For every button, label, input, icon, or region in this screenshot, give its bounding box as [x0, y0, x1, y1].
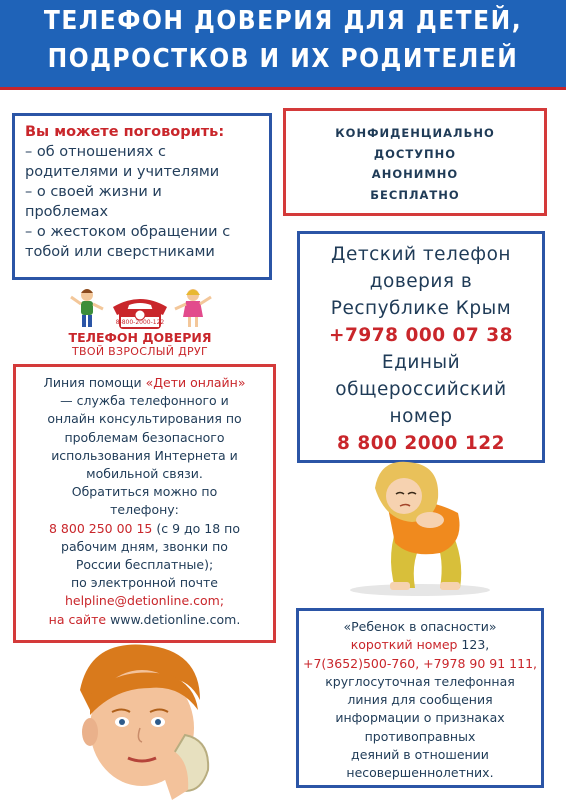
feature-free: БЕСПЛАТНО [370, 187, 460, 202]
online-line: телефону: [110, 502, 179, 518]
online-line [16, 374, 273, 392]
logo-title: ТЕЛЕФОН ДОВЕРИЯ [68, 330, 212, 345]
helpline-logo [65, 285, 215, 360]
online-line: использования Интернета и [51, 447, 238, 463]
danger-line: «Ребенок в опасности» [343, 619, 497, 634]
talk-line: – о жестоком обращении с [25, 224, 231, 240]
talk-topics-box [12, 113, 272, 280]
danger-line: линия для сообщения [347, 692, 493, 708]
online-email[interactable]: helpline@detionline.com; [64, 593, 225, 609]
header-line-1: ТЕЛЕФОН ДОВЕРИЯ ДЛЯ ДЕТЕЙ, [43, 6, 523, 36]
feature-accessible: ДОСТУПНО [373, 146, 457, 161]
feature-confidential: КОНФИДЕНЦИАЛЬНО [335, 126, 495, 140]
talk-line: родителями и учителями [25, 164, 220, 180]
talk-title: Вы можете поговорить: [25, 124, 225, 140]
online-line: онлайн консультирования по [47, 411, 242, 427]
crimea-line: номер [389, 406, 453, 427]
crimea-line: Единый [381, 352, 461, 373]
danger-line: несовершеннолетних. [346, 765, 494, 781]
features-box [283, 108, 547, 216]
national-phone[interactable]: 8 800 2000 122 [337, 433, 505, 454]
crimea-line: доверия в [369, 271, 473, 292]
online-text: Линия помощи [43, 375, 146, 390]
kids-online-name: «Дети онлайн» [145, 375, 246, 390]
kids-online-box [13, 364, 276, 643]
online-phone[interactable]: 8 800 250 00 15 [49, 520, 153, 536]
online-text: (с 9 до 18 по [152, 520, 240, 536]
danger-line [299, 636, 541, 654]
online-line: проблемам безопасного [64, 429, 225, 445]
talk-line: – об отношениях с [25, 144, 166, 160]
danger-line: информации о признаках [335, 710, 505, 726]
danger-short-number[interactable]: 123, [461, 637, 490, 653]
sad-child-illustration-icon [340, 458, 500, 598]
online-website[interactable]: www.detionline.com. [110, 611, 241, 627]
crimea-hotline-box [297, 231, 545, 463]
talk-line: тобой или сверстниками [25, 244, 215, 260]
online-line: рабочим дням, звонки по [61, 538, 228, 554]
online-line [16, 520, 273, 538]
logo-number: 8-800-2000-122 [115, 319, 165, 326]
crimea-line: Детский телефон [331, 244, 511, 265]
crimea-line: общероссийский [335, 379, 507, 400]
crimea-line: Республике Крым [330, 298, 512, 319]
online-line [16, 611, 273, 629]
danger-phones[interactable]: +7(3652)500-760, +7978 90 91 111, [302, 655, 537, 671]
danger-line: круглосуточная телефонная [325, 673, 515, 689]
online-line: — служба телефонного и [60, 393, 229, 409]
page-header [0, 0, 566, 90]
danger-line: деяний в отношении [351, 747, 489, 763]
online-line: мобильной связи. [86, 466, 203, 482]
header-line-2: ПОДРОСТКОВ И ИХ РОДИТЕЛЕЙ [47, 44, 519, 74]
feature-anonymous: АНОНИМНО [371, 167, 459, 181]
child-in-danger-box [296, 608, 544, 788]
online-text: на сайте [48, 611, 111, 627]
danger-line: противоправных [364, 728, 476, 744]
online-line: по электронной почте [70, 575, 218, 591]
online-line: Обратиться можно по [71, 484, 218, 500]
boy-on-phone-illustration-icon [60, 640, 220, 800]
talk-line: – о своей жизни и [25, 184, 162, 200]
crimea-phone[interactable]: +7978 000 07 38 [329, 325, 513, 346]
danger-text: короткий номер [350, 637, 462, 653]
online-line: России бесплатные); [75, 557, 214, 573]
talk-line: проблемах [25, 204, 109, 220]
logo-subtitle: ТВОЙ ВЗРОСЛЫЙ ДРУГ [72, 345, 208, 358]
